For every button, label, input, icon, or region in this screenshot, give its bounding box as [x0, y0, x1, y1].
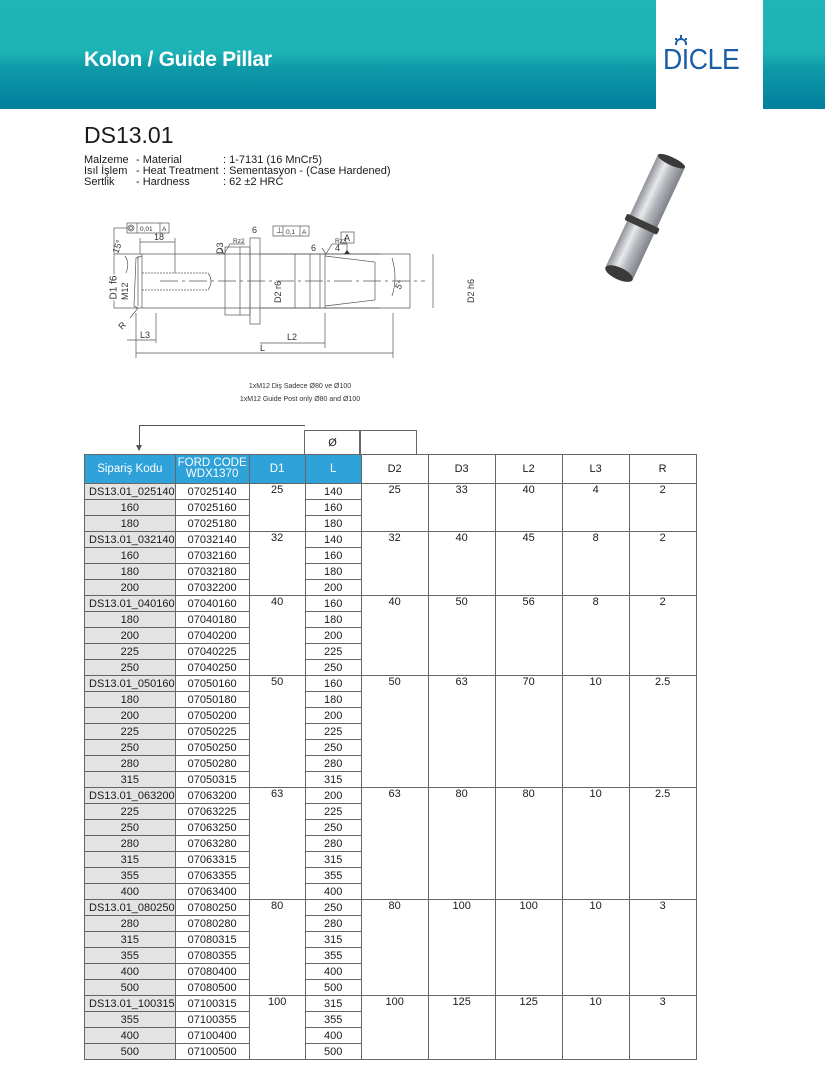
dim-l2: L2: [287, 332, 298, 342]
note-en: 1xM12 Guide Post only Ø80 and Ø100: [239, 396, 361, 403]
header-order-code: Sipariş Kodu: [85, 455, 176, 484]
dim-18: 18: [154, 232, 165, 242]
d2-cell: 32: [361, 532, 428, 596]
ford-code-cell: 07080500: [175, 980, 249, 996]
l-cell: 200: [305, 708, 361, 724]
l-cell: 355: [305, 948, 361, 964]
arrow-down-icon: [136, 445, 142, 451]
spec-value: : 62 ±2 HRC: [223, 176, 284, 188]
l-cell: 160: [305, 596, 361, 612]
spec-label-en: - Material: [136, 154, 182, 166]
order-code-cell: DS13.01_100315: [85, 996, 176, 1012]
order-code-cell: DS13.01_050160: [85, 676, 176, 692]
r-cell: 2: [629, 596, 696, 676]
ford-code-cell: 07032180: [175, 564, 249, 580]
dim-d1: D1 f6: [108, 275, 120, 300]
d2-cell: 50: [361, 676, 428, 788]
header-banner-right: [763, 0, 825, 109]
order-code-cell: 225: [85, 724, 176, 740]
l2-cell: 56: [495, 596, 562, 676]
l-cell: 180: [305, 516, 361, 532]
d1-cell: 63: [249, 788, 305, 900]
ford-code-cell: 07032140: [175, 532, 249, 548]
order-code-cell: 315: [85, 932, 176, 948]
ford-code-cell: 07050315: [175, 772, 249, 788]
order-code-cell: 355: [85, 1012, 176, 1028]
ford-code-cell: 07080400: [175, 964, 249, 980]
l-cell: 250: [305, 900, 361, 916]
order-code-cell: 225: [85, 804, 176, 820]
l3-cell: 8: [562, 532, 629, 596]
l2-cell: 40: [495, 484, 562, 532]
d1-cell: 25: [249, 484, 305, 532]
order-code-cell: 280: [85, 916, 176, 932]
d3-cell: 63: [428, 676, 495, 788]
l-cell: 280: [305, 756, 361, 772]
l3-cell: 10: [562, 996, 629, 1060]
roughness-label: Rz2: [233, 238, 245, 245]
ford-code-cell: 07040225: [175, 644, 249, 660]
r-cell: 2: [629, 484, 696, 532]
l-cell: 180: [305, 612, 361, 628]
table-row: [85, 996, 697, 1012]
d3-cell: 40: [428, 532, 495, 596]
table-row: [85, 676, 697, 692]
order-code-cell: 180: [85, 516, 176, 532]
order-code-cell: 180: [85, 692, 176, 708]
l2-cell: 100: [495, 900, 562, 996]
ford-code-cell: 07025140: [175, 484, 249, 500]
logo-text: DICLE: [663, 44, 740, 76]
ford-code-cell: 07080355: [175, 948, 249, 964]
d2-cell: 25: [361, 484, 428, 532]
ford-code-cell: 07080315: [175, 932, 249, 948]
header-ford-code-line1: FORD CODE: [177, 457, 247, 469]
d1-cell: 100: [249, 996, 305, 1060]
l3-cell: 8: [562, 596, 629, 676]
ford-code-cell: 07080250: [175, 900, 249, 916]
l-cell: 225: [305, 804, 361, 820]
ford-code-cell: 07063400: [175, 884, 249, 900]
l-cell: 500: [305, 1044, 361, 1060]
spec-table: [84, 454, 697, 1060]
roughness-label: Rz3: [335, 238, 347, 245]
spec-label-tr: Isıl İşlem: [84, 165, 128, 177]
ford-code-cell: 07050160: [175, 676, 249, 692]
l-cell: 315: [305, 852, 361, 868]
spec-value: : Sementasyon - (Case Hardened): [223, 165, 391, 177]
dicle-logo: [663, 38, 758, 78]
header-d1: D1: [249, 455, 305, 484]
l-cell: 200: [305, 788, 361, 804]
spec-label-en: - Hardness: [136, 176, 190, 188]
ford-code-cell: 07063200: [175, 788, 249, 804]
dim-d2-r6: D2 r6: [273, 280, 283, 303]
d1-cell: 32: [249, 532, 305, 596]
order-code-cell: 500: [85, 1044, 176, 1060]
order-code-cell: 400: [85, 964, 176, 980]
header-r: R: [629, 455, 696, 484]
l3-cell: 10: [562, 900, 629, 996]
l-cell: 180: [305, 692, 361, 708]
l-cell: 500: [305, 980, 361, 996]
d3-cell: 50: [428, 596, 495, 676]
dim-r: R: [116, 319, 129, 332]
ford-code-cell: 07050250: [175, 740, 249, 756]
dim-4: 4: [335, 243, 341, 253]
ford-code-cell: 07040200: [175, 628, 249, 644]
tolerance-ref: A: [302, 229, 307, 236]
table-body: [85, 484, 697, 1060]
l2-cell: 70: [495, 676, 562, 788]
l3-cell: 10: [562, 788, 629, 900]
ford-code-cell: 07063315: [175, 852, 249, 868]
l-cell: 400: [305, 1028, 361, 1044]
product-code: DS13.01: [84, 122, 174, 148]
ford-code-cell: 07100315: [175, 996, 249, 1012]
l-cell: 180: [305, 564, 361, 580]
l-cell: 200: [305, 580, 361, 596]
ford-code-cell: 07050225: [175, 724, 249, 740]
l-cell: 280: [305, 916, 361, 932]
guide-pillar-photo: [585, 150, 705, 300]
dim-l3: L3: [140, 330, 151, 340]
l2-cell: 125: [495, 996, 562, 1060]
l2-cell: 80: [495, 788, 562, 900]
order-code-cell: 250: [85, 740, 176, 756]
order-code-cell: DS13.01_063200: [85, 788, 176, 804]
l-cell: 250: [305, 660, 361, 676]
l-cell: 160: [305, 500, 361, 516]
l-cell: 400: [305, 964, 361, 980]
angle-15: 15°: [110, 238, 125, 255]
tolerance-value: 0,01: [140, 226, 153, 233]
order-code-cell: DS13.01_032140: [85, 532, 176, 548]
datum-label: A: [344, 233, 351, 243]
ford-code-cell: 07063280: [175, 836, 249, 852]
dim-d3: D3: [215, 242, 225, 254]
header-ford-code: [175, 455, 249, 484]
order-code-cell: 355: [85, 868, 176, 884]
header-d2: D2: [361, 455, 428, 484]
order-code-cell: 180: [85, 564, 176, 580]
ford-code-cell: 07032160: [175, 548, 249, 564]
ford-code-cell: 07032200: [175, 580, 249, 596]
ford-code-cell: 07080280: [175, 916, 249, 932]
order-code-cell: 355: [85, 948, 176, 964]
spec-value: : 1-7131 (16 MnCr5): [223, 154, 323, 166]
l-cell: 315: [305, 772, 361, 788]
order-code-cell: 500: [85, 980, 176, 996]
order-code-cell: 315: [85, 852, 176, 868]
note-tr: 1xM12 Diş Sadece Ø80 ve Ø100: [248, 383, 352, 390]
order-code-cell: 280: [85, 756, 176, 772]
dim-d2-h6: D2 h6: [466, 278, 476, 303]
r-cell: 2: [629, 532, 696, 596]
ford-code-cell: 07050200: [175, 708, 249, 724]
order-code-cell: 400: [85, 884, 176, 900]
l3-cell: 10: [562, 676, 629, 788]
l3-cell: 4: [562, 484, 629, 532]
d3-cell: 125: [428, 996, 495, 1060]
order-code-cell: 250: [85, 820, 176, 836]
l-cell: 315: [305, 932, 361, 948]
order-code-cell: 315: [85, 772, 176, 788]
d3-cell: 33: [428, 484, 495, 532]
ford-code-cell: 07025160: [175, 500, 249, 516]
ford-code-cell: 07040160: [175, 596, 249, 612]
order-code-arrow: [139, 425, 305, 450]
l-cell: 200: [305, 628, 361, 644]
d1-cell: 50: [249, 676, 305, 788]
dim-m12: M12: [120, 282, 130, 300]
ford-code-cell: 07100400: [175, 1028, 249, 1044]
dim-6: 6: [311, 243, 317, 253]
l-cell: 280: [305, 836, 361, 852]
ford-code-cell: 07100355: [175, 1012, 249, 1028]
header-d3: D3: [428, 455, 495, 484]
order-code-cell: 160: [85, 500, 176, 516]
ford-code-cell: 07063355: [175, 868, 249, 884]
tolerance-ref: A: [162, 226, 167, 233]
d3-cell: 100: [428, 900, 495, 996]
table-row: [85, 532, 697, 548]
order-code-cell: 200: [85, 628, 176, 644]
svg-text:⊥: ⊥: [276, 226, 283, 235]
d1-cell: 40: [249, 596, 305, 676]
l-cell: 250: [305, 820, 361, 836]
ford-code-cell: 07063225: [175, 804, 249, 820]
page-title: Kolon / Guide Pillar: [84, 48, 272, 71]
table-header-row: [85, 455, 697, 484]
order-code-cell: 280: [85, 836, 176, 852]
order-code-cell: 400: [85, 1028, 176, 1044]
diameter-symbol: Ø: [304, 430, 361, 455]
d2-cell: 40: [361, 596, 428, 676]
order-code-cell: 250: [85, 660, 176, 676]
ford-code-cell: 07025180: [175, 516, 249, 532]
ford-code-cell: 07050280: [175, 756, 249, 772]
l-cell: 160: [305, 548, 361, 564]
order-code-cell: 200: [85, 708, 176, 724]
blank-header-cell: [359, 430, 417, 455]
header-l2: L2: [495, 455, 562, 484]
r-cell: 2.5: [629, 788, 696, 900]
technical-drawing: [100, 218, 490, 368]
order-code-cell: DS13.01_080250: [85, 900, 176, 916]
l-cell: 160: [305, 676, 361, 692]
order-code-cell: 180: [85, 612, 176, 628]
header-l: L: [305, 455, 361, 484]
spec-label-tr: Sertlik: [84, 176, 115, 188]
l-cell: 250: [305, 740, 361, 756]
r-cell: 2.5: [629, 676, 696, 788]
l-cell: 400: [305, 884, 361, 900]
l-cell: 225: [305, 724, 361, 740]
tolerance-value: 0,1: [286, 229, 296, 236]
table-row: [85, 788, 697, 804]
ford-code-cell: 07063250: [175, 820, 249, 836]
l-cell: 355: [305, 1012, 361, 1028]
r-cell: 3: [629, 900, 696, 996]
d2-cell: 63: [361, 788, 428, 900]
spec-label-en: - Heat Treatment: [136, 165, 219, 177]
order-code-cell: DS13.01_040160: [85, 596, 176, 612]
angle-5: 5°: [393, 278, 407, 291]
l-cell: 140: [305, 532, 361, 548]
ford-code-cell: 07100500: [175, 1044, 249, 1060]
table-row: [85, 596, 697, 612]
l-cell: 140: [305, 484, 361, 500]
header-ford-code-line2: WDX1370: [185, 468, 239, 480]
dim-l: L: [260, 343, 266, 353]
l2-cell: 45: [495, 532, 562, 596]
header-l3: L3: [562, 455, 629, 484]
table-row: [85, 900, 697, 916]
r-cell: 3: [629, 996, 696, 1060]
ford-code-cell: 07040250: [175, 660, 249, 676]
ford-code-cell: 07040180: [175, 612, 249, 628]
l-cell: 355: [305, 868, 361, 884]
order-code-cell: DS13.01_025140: [85, 484, 176, 500]
table-row: [85, 484, 697, 500]
d2-cell: 100: [361, 996, 428, 1060]
order-code-cell: 200: [85, 580, 176, 596]
spec-label-tr: Malzeme: [84, 154, 129, 166]
l-cell: 225: [305, 644, 361, 660]
d2-cell: 80: [361, 900, 428, 996]
d3-cell: 80: [428, 788, 495, 900]
order-code-cell: 225: [85, 644, 176, 660]
dim-6: 6: [252, 225, 258, 235]
l-cell: 315: [305, 996, 361, 1012]
ford-code-cell: 07050180: [175, 692, 249, 708]
order-code-cell: 160: [85, 548, 176, 564]
d1-cell: 80: [249, 900, 305, 996]
